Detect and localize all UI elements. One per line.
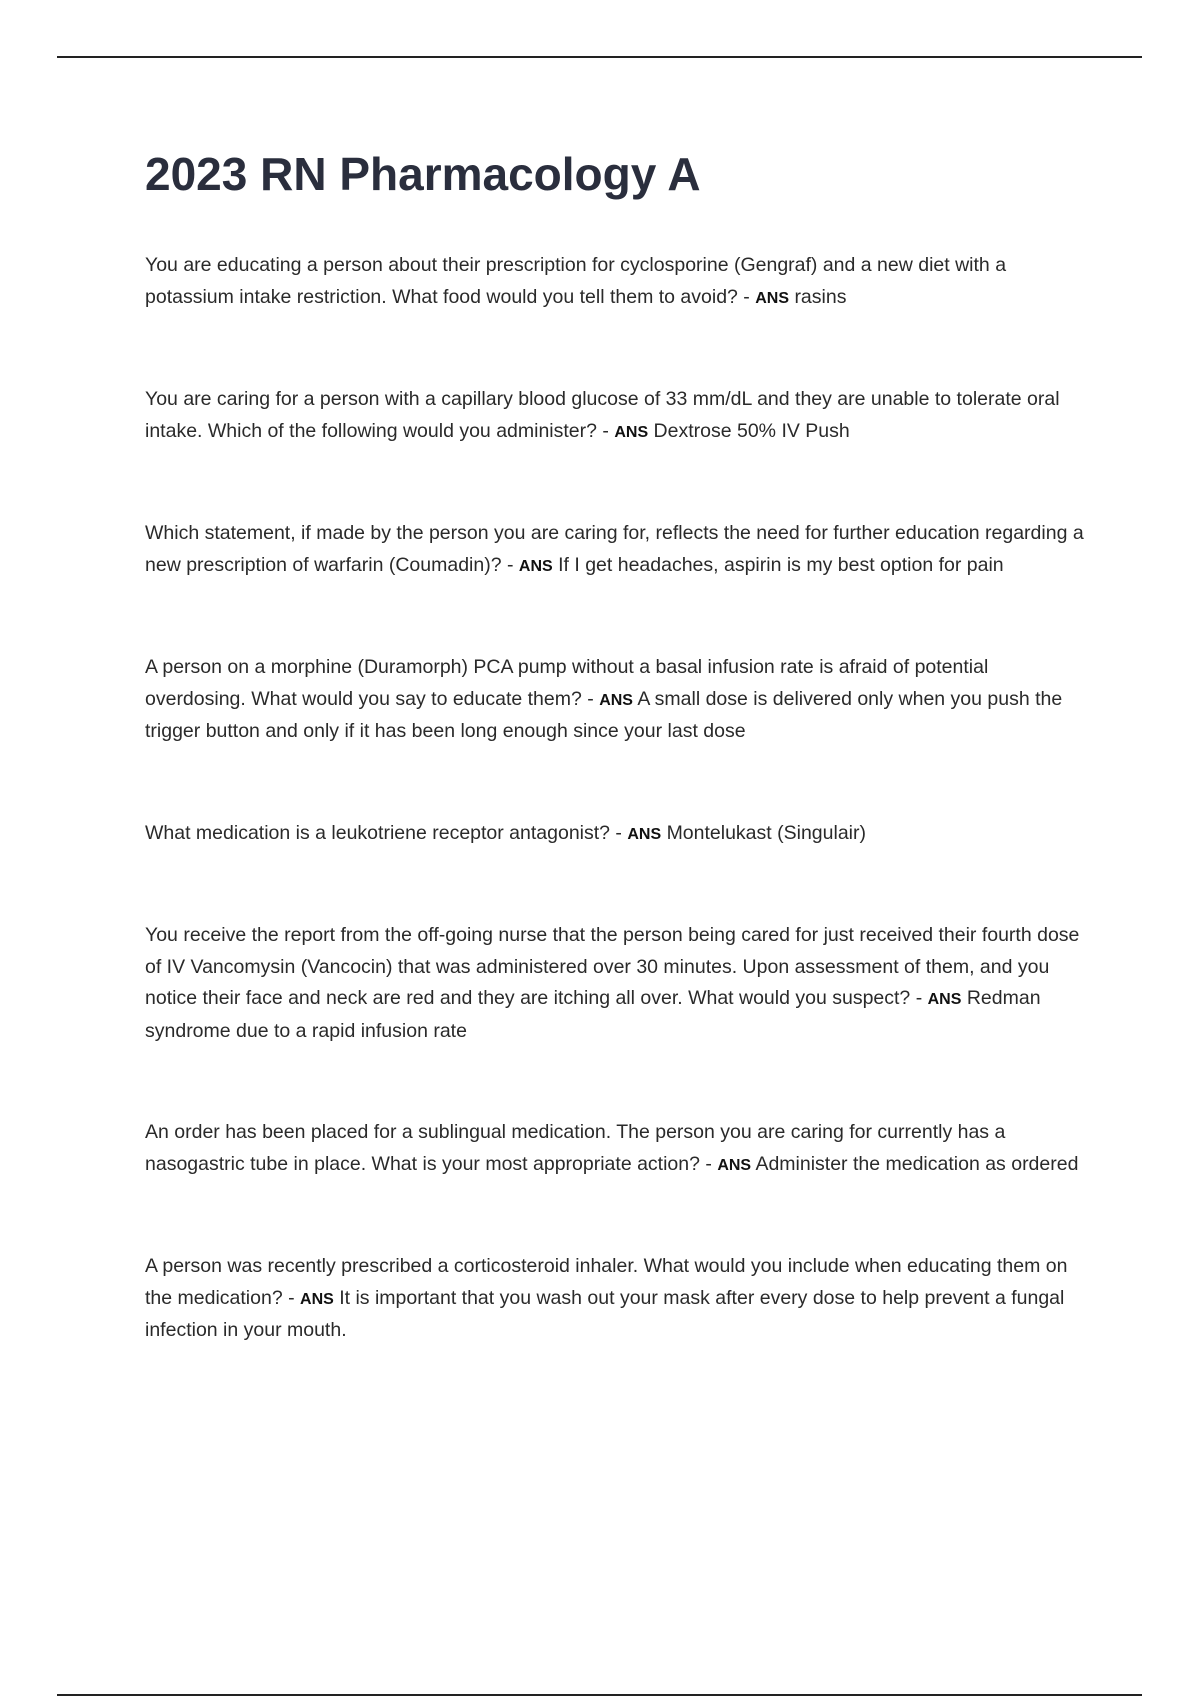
qa-item xyxy=(145,250,1085,314)
qa-item xyxy=(145,652,1085,748)
answer-label: ANS xyxy=(599,691,633,709)
answer-text: If I get headaches, aspirin is my best option for pain xyxy=(558,553,1004,576)
question-text: You are educating a person about their prescription for cyclosporine (Gengraf) and a new diet with a potassium intake restriction. What food would you tell them to avoid? xyxy=(145,254,1007,308)
answer-text: It is important that you wash out your mask after every dose to help prevent a fungal infection in your mouth. xyxy=(145,1286,1065,1341)
separator: - xyxy=(910,987,928,1009)
question-text: An order has been placed for a sublingual medication. The person you are caring for currently has a nasogastric tube in place. What is your most appropriate action? xyxy=(145,1121,1006,1175)
separator: - xyxy=(501,553,519,576)
question-text: What medication is a leukotriene receptor antagonist? xyxy=(145,821,611,844)
separator: - xyxy=(597,419,615,442)
separator: - xyxy=(282,1286,301,1309)
answer-text: rasins xyxy=(794,285,847,308)
question-text: A person was recently prescribed a corticosteroid inhaler. What would you include when educating them on the medication? xyxy=(145,1255,1068,1309)
answer-label: ANS xyxy=(300,1290,334,1308)
answer-label: ANS xyxy=(717,1156,752,1174)
document-title: 2023 RN Pharmacology A xyxy=(145,148,701,200)
answer-label: ANS xyxy=(627,825,662,843)
answer-text: Dextrose 50% IV Push xyxy=(653,419,850,442)
separator: - xyxy=(610,821,628,844)
qa-item xyxy=(145,1117,1085,1181)
bottom-rule xyxy=(57,1694,1142,1696)
separator: - xyxy=(581,687,600,710)
qa-item xyxy=(145,518,1085,582)
question-text: A person on a morphine (Duramorph) PCA pump without a basal infusion rate is afraid of potential overdosing. What would you say to educate them? xyxy=(145,656,989,710)
answer-label: ANS xyxy=(755,289,790,307)
question-text: Which statement, if made by the person you are caring for, reflects the need for further education regarding a new prescription of warfarin (Coumadin)? xyxy=(145,522,1084,576)
qa-item xyxy=(145,384,1085,448)
qa-item xyxy=(145,920,1085,1047)
top-rule xyxy=(57,56,1142,58)
separator: - xyxy=(699,1152,718,1175)
answer-text: Administer the medication as ordered xyxy=(755,1152,1079,1175)
answer-text: Montelukast (Singulair) xyxy=(666,821,866,844)
document-body xyxy=(145,140,1085,1417)
answer-text: Redman syndrome due to a rapid infusion rate xyxy=(145,987,1041,1042)
qa-item xyxy=(145,1251,1085,1347)
question-text: You receive the report from the off-going nurse that the person being cared for just received their fourth dose of IV Vancomysin (Vancocin) that was administered over 30 minutes. Upon assessment of them, and you notice their face and neck are red and they are itching all over. What would you suspect? xyxy=(145,924,1080,1009)
separator: - xyxy=(737,285,756,308)
answer-label: ANS xyxy=(614,423,649,441)
qa-item xyxy=(145,818,1085,851)
answer-label: ANS xyxy=(518,557,553,575)
answer-label: ANS xyxy=(927,991,962,1008)
answer-text: A small dose is delivered only when you push the trigger button and only if it has been long enough since your last dose xyxy=(145,687,1063,742)
question-text: You are caring for a person with a capillary blood glucose of 33 mm/dL and they are unable to tolerate oral intake. Which of the following would you administer? xyxy=(145,388,1060,442)
